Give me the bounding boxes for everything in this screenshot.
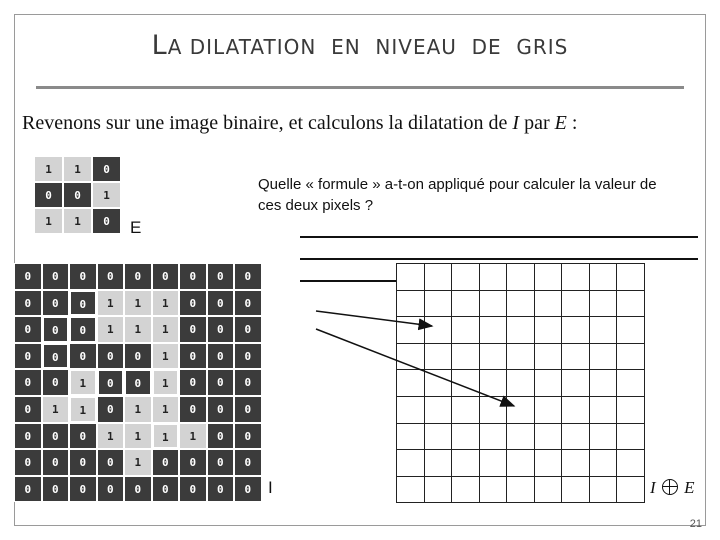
question-text: Quelle « formule » a-t-on appliqué pour calculer la valeur de ces deux pixels ? (258, 176, 657, 214)
arrow-2 (316, 329, 514, 406)
img-cell: 0 (124, 369, 152, 396)
img-cell: 0 (42, 476, 70, 503)
img-cell: 0 (152, 476, 180, 503)
img-cell: 0 (69, 423, 97, 450)
img-cell: 1 (179, 423, 207, 450)
img-cell: 0 (14, 423, 42, 450)
img-cell: 0 (234, 476, 262, 503)
se-cell: 0 (92, 208, 121, 234)
img-cell: 0 (207, 423, 235, 450)
img-cell: 0 (234, 290, 262, 317)
img-cell: 0 (234, 343, 262, 370)
img-cell: 0 (179, 263, 207, 290)
img-cell: 0 (207, 449, 235, 476)
img-cell: 0 (14, 263, 42, 290)
img-cell: 1 (152, 423, 180, 450)
intro-var-e: E (554, 112, 567, 134)
img-cell: 0 (234, 449, 262, 476)
label-i: I (268, 478, 273, 497)
img-cell: 0 (124, 343, 152, 370)
img-cell: 0 (97, 263, 125, 290)
img-cell: 1 (152, 316, 180, 343)
img-cell: 0 (207, 316, 235, 343)
img-cell: 0 (207, 476, 235, 503)
img-cell: 0 (234, 263, 262, 290)
img-cell: 0 (124, 263, 152, 290)
se-cell: 1 (34, 156, 63, 182)
title-cap-small: A (167, 35, 183, 59)
img-cell: 1 (124, 449, 152, 476)
img-cell: 0 (234, 423, 262, 450)
se-cell: 1 (63, 156, 92, 182)
img-cell: 0 (14, 316, 42, 343)
arrow-1 (316, 311, 432, 326)
img-cell: 0 (179, 449, 207, 476)
img-cell: 1 (69, 369, 97, 396)
img-cell: 0 (69, 476, 97, 503)
img-cell: 1 (152, 290, 180, 317)
img-cell: 1 (97, 290, 125, 317)
label-e: E (130, 218, 142, 237)
img-cell: 0 (234, 316, 262, 343)
se-cell: 0 (34, 182, 63, 208)
img-cell: 0 (179, 369, 207, 396)
img-cell: 0 (152, 449, 180, 476)
img-cell: 0 (207, 290, 235, 317)
se-cell: 0 (63, 182, 92, 208)
img-cell: 0 (14, 396, 42, 423)
title-rest: DILATATION EN NIVEAU DE GRIS (182, 35, 569, 59)
img-cell: 1 (124, 423, 152, 450)
img-cell: 1 (124, 316, 152, 343)
img-cell: 0 (124, 476, 152, 503)
img-cell: 1 (124, 396, 152, 423)
result-var-i: I (650, 478, 656, 497)
img-cell: 0 (234, 369, 262, 396)
img-cell: 0 (97, 476, 125, 503)
se-cell: 1 (63, 208, 92, 234)
img-cell: 0 (207, 343, 235, 370)
img-cell: 0 (69, 290, 97, 317)
img-cell: 1 (42, 396, 70, 423)
page-number: 21 (689, 518, 702, 530)
img-cell: 1 (124, 290, 152, 317)
img-cell: 0 (179, 476, 207, 503)
img-cell: 0 (69, 263, 97, 290)
img-cell: 0 (97, 449, 125, 476)
se-cell: 1 (92, 182, 121, 208)
img-cell: 1 (152, 396, 180, 423)
img-cell: 0 (207, 263, 235, 290)
img-cell: 0 (42, 423, 70, 450)
intro-var-i: I (512, 112, 520, 134)
img-cell: 0 (207, 396, 235, 423)
intro-text-2: par (519, 112, 555, 134)
img-cell: 0 (14, 343, 42, 370)
img-cell: 0 (42, 343, 70, 370)
img-cell: 0 (42, 263, 70, 290)
img-cell: 0 (69, 316, 97, 343)
img-cell: 0 (14, 476, 42, 503)
img-cell: 0 (14, 290, 42, 317)
img-cell: 0 (207, 369, 235, 396)
img-cell: 1 (152, 369, 180, 396)
img-cell: 0 (14, 449, 42, 476)
img-cell: 0 (69, 449, 97, 476)
img-cell: 0 (234, 396, 262, 423)
img-cell: 0 (14, 369, 42, 396)
img-cell: 0 (42, 290, 70, 317)
img-cell: 0 (97, 369, 125, 396)
intro-text-1: Revenons sur une image binaire, et calculons la dilatation de (22, 112, 513, 134)
img-cell: 0 (97, 396, 125, 423)
img-cell: 0 (152, 263, 180, 290)
img-cell: 0 (179, 343, 207, 370)
intro-text-3: : (566, 112, 578, 134)
img-cell: 1 (69, 396, 97, 423)
img-cell: 0 (97, 343, 125, 370)
img-cell: 0 (179, 316, 207, 343)
se-cell: 1 (34, 208, 63, 234)
img-cell: 0 (179, 396, 207, 423)
img-cell: 1 (97, 316, 125, 343)
img-cell: 1 (97, 423, 125, 450)
img-cell: 0 (69, 343, 97, 370)
img-cell: 0 (42, 449, 70, 476)
se-cell: 0 (92, 156, 121, 182)
img-cell: 0 (179, 290, 207, 317)
result-var-e: E (684, 478, 695, 497)
title-cap: L (151, 30, 168, 61)
img-cell: 1 (152, 343, 180, 370)
img-cell: 0 (42, 369, 70, 396)
img-cell: 0 (42, 316, 70, 343)
